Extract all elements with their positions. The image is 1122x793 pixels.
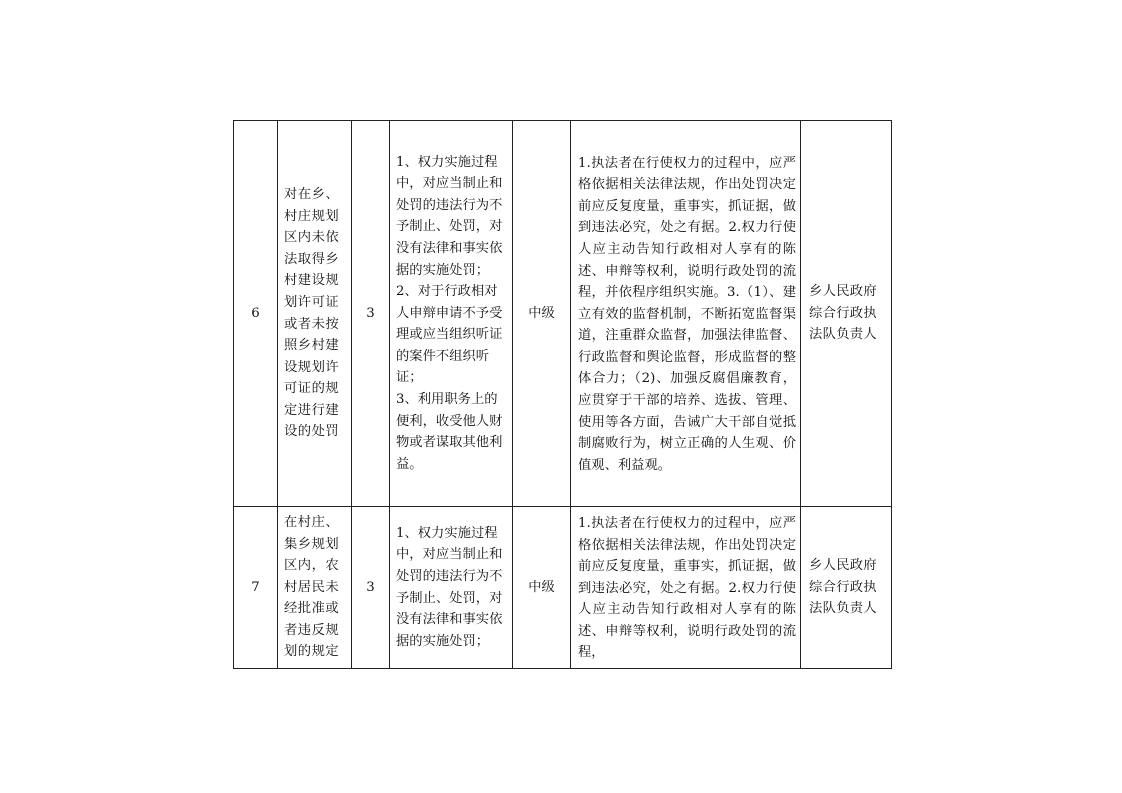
prevention-measures-text: 1.执法者在行使权力的过程中，应严格依据相关法律法规，作出处罚决定前应反复度量，重事实，抓证据，做到违法必究，处之有据。2.权力行使人应主动告知行政相对人享有的陈述、申辩等权利，说明行政处罚的流程，并依程序组织实施。3.（1）、建立有效的监督机制，不断拓宽监督渠道，注重群众监督，加强法律监督、行政监督和舆论监督，形成监督的整体合力；（2)、加强反腐倡廉教育，应贯穿于干部的培养、选拔、管理、使用等各方面，告诫广大干部自觉抵制腐败行为，树立正确的人生观、价值观、利益观。 bbox=[578, 155, 796, 473]
row-number: 6 bbox=[234, 121, 278, 507]
risk-table bbox=[233, 120, 892, 669]
risk-level: 中级 bbox=[513, 507, 571, 669]
risk-points-text: 1、权力实施过程中，对应当制止和处罚的违法行为不予制止、处罚，对没有法律和事实依据的实施处罚； bbox=[396, 525, 503, 649]
risk-points-text: 1、权力实施过程中，对应当制止和处罚的违法行为不予制止、处罚，对没有法律和事实依据的实施处罚； 2、对于行政相对人申辩申请不予受理或应当组织听证的案件不组织听证； 3、利用职务上的便利，收受他人财物或者谋取其他利益。 bbox=[396, 154, 503, 472]
risk-points bbox=[390, 507, 513, 669]
risk-score: 3 bbox=[352, 121, 390, 507]
table-row bbox=[234, 121, 892, 507]
table-row bbox=[234, 507, 892, 669]
row-number: 7 bbox=[234, 507, 278, 669]
responsible-person: 乡人民政府综合行政执法队负责人 bbox=[801, 121, 892, 507]
responsible-person: 乡人民政府综合行政执法队负责人 bbox=[801, 507, 892, 669]
power-item: 在村庄、集乡规划区内，农村居民未经批准或者违反规划的规定 bbox=[278, 507, 352, 669]
prevention-measures-text: 1.执法者在行使权力的过程中，应严格依据相关法律法规，作出处罚决定前应反复度量，重事实，抓证据，做到违法必究，处之有据。2.权力行使人应主动告知行政相对人享有的陈述、申辩等权利，说明行政处罚的流程， bbox=[578, 515, 796, 661]
risk-score: 3 bbox=[352, 507, 390, 669]
power-item: 对在乡、村庄规划区内未依法取得乡村建设规划许可证或者未按照乡村建设规划许可证的规定进行建设的处罚 bbox=[278, 121, 352, 507]
prevention-measures bbox=[571, 507, 801, 669]
prevention-measures bbox=[571, 121, 801, 507]
risk-level: 中级 bbox=[513, 121, 571, 507]
risk-points bbox=[390, 121, 513, 507]
